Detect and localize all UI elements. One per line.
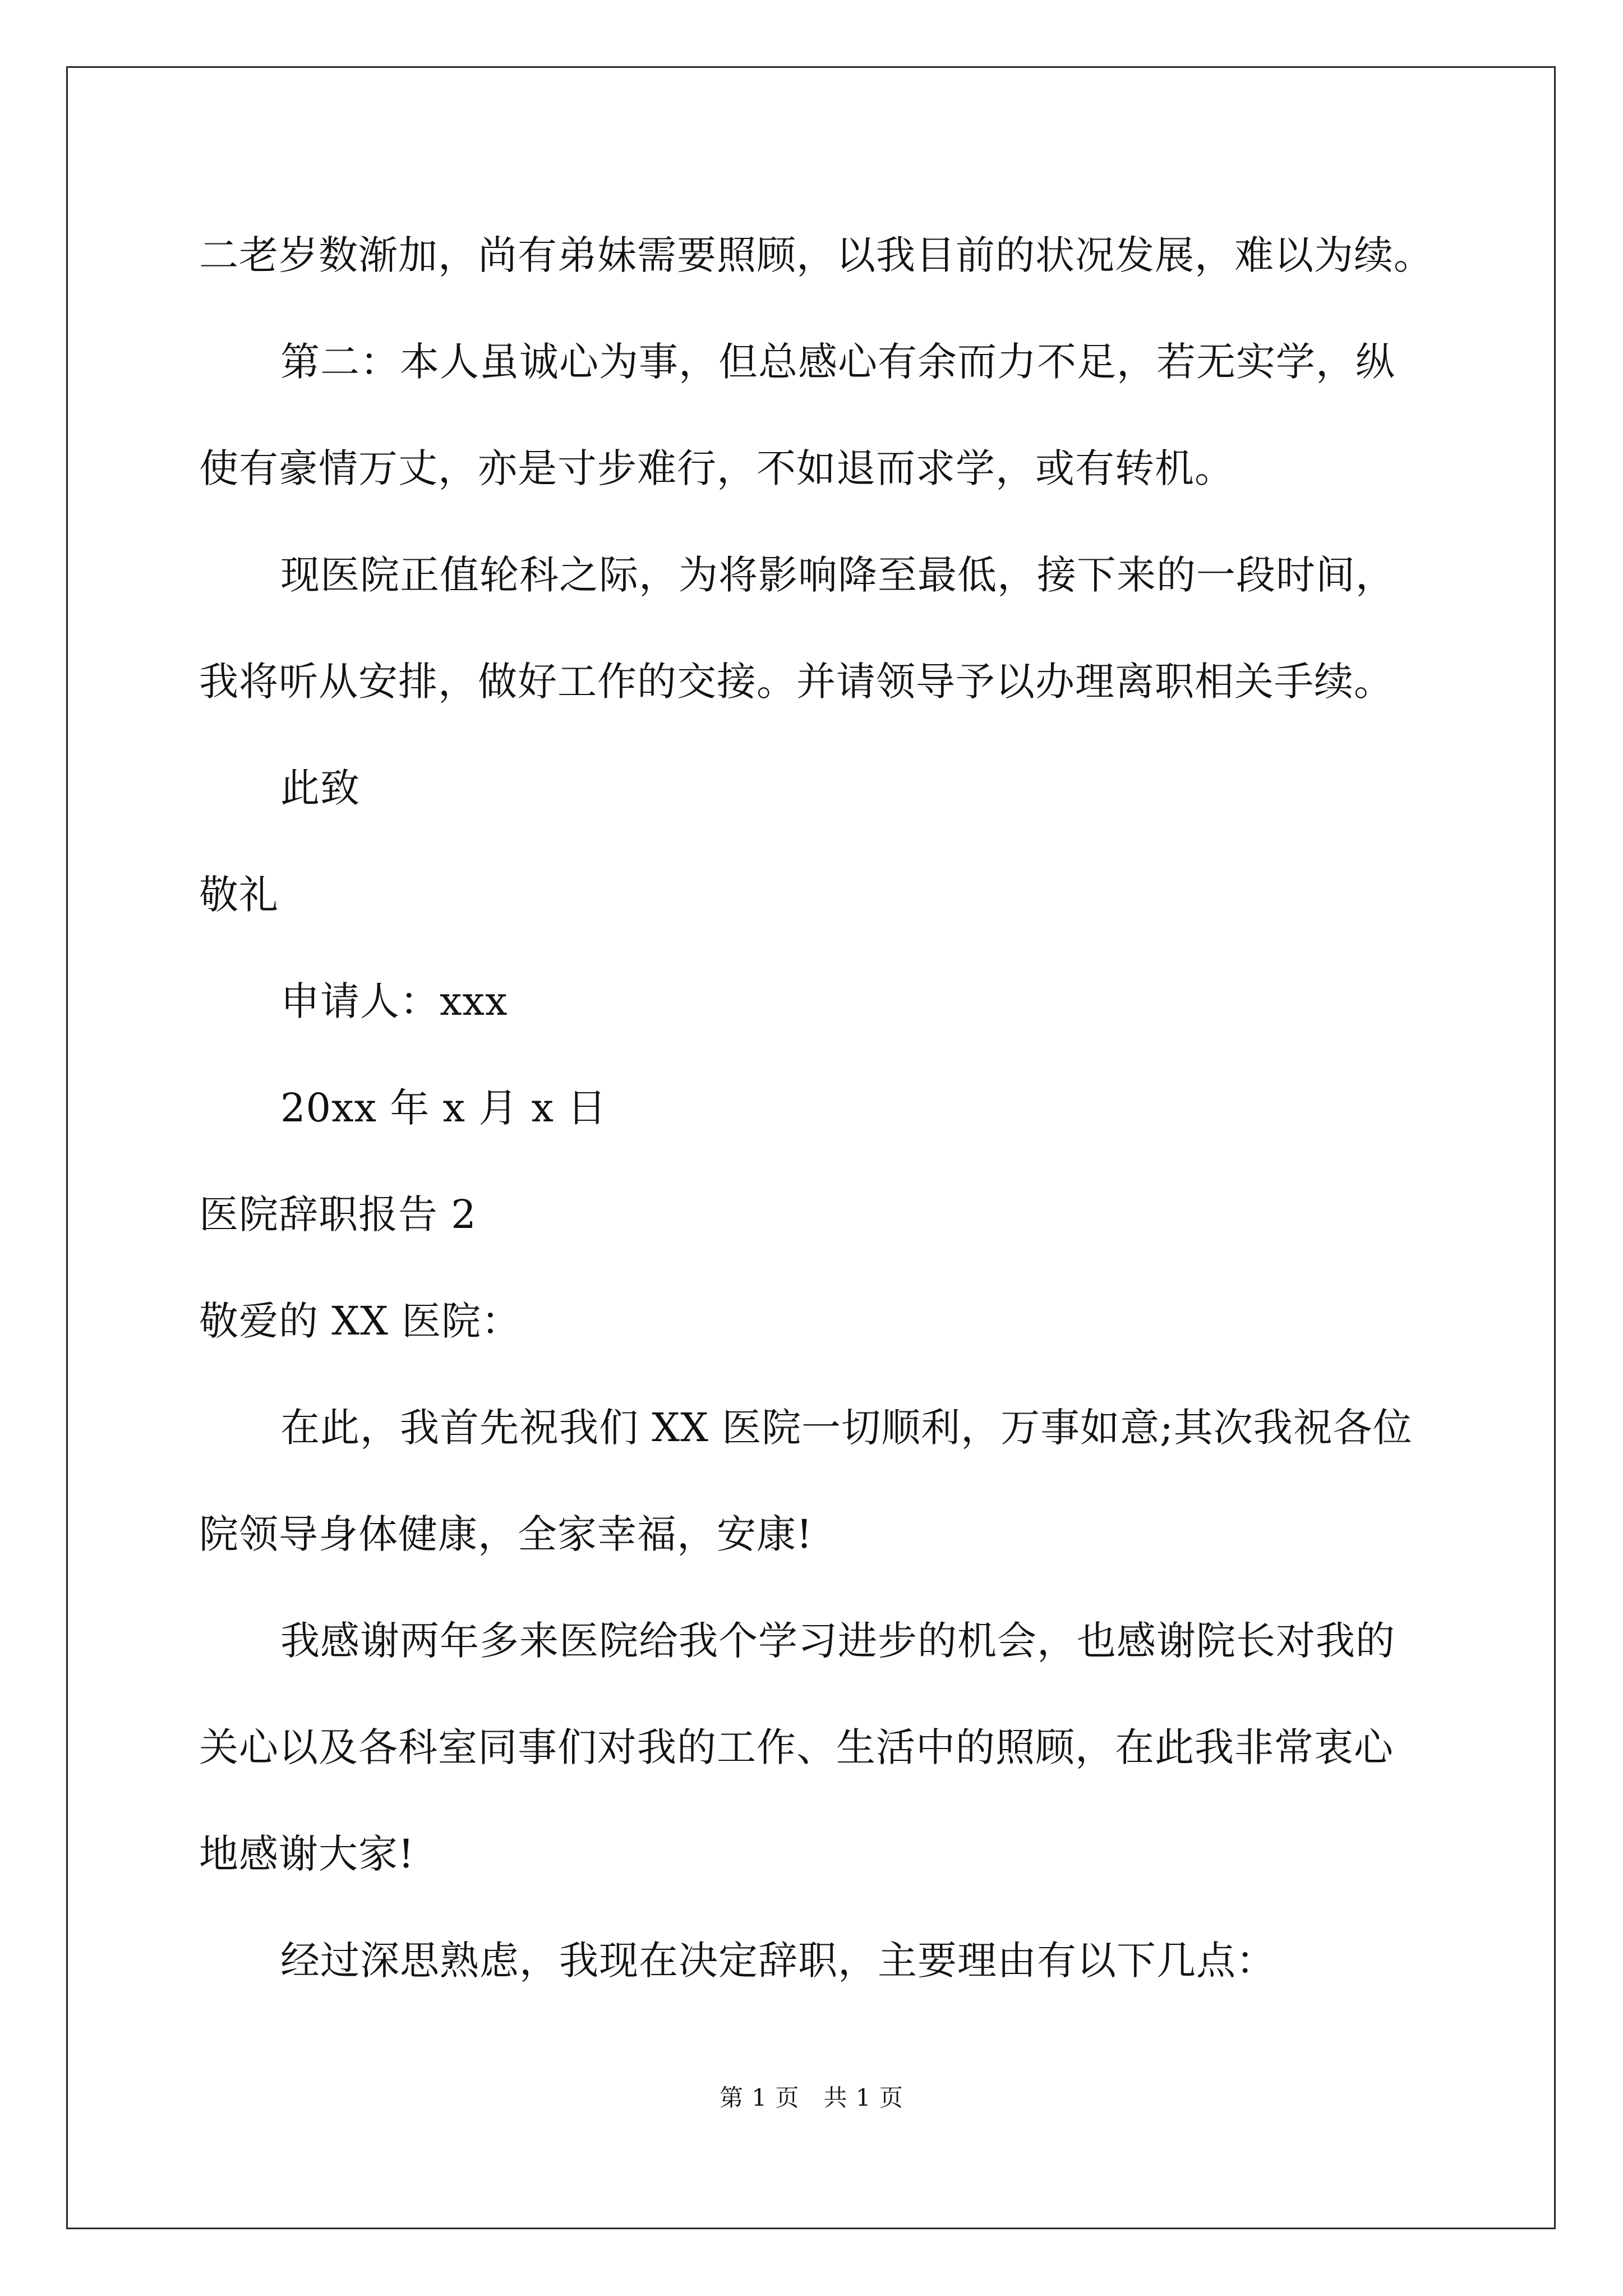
letter-greeting: 敬爱的 XX 医院： — [199, 1298, 522, 1344]
text-line: 在此，我首先祝我们 XX 医院一切顺利，万事如意;其次我祝各位 — [280, 1405, 1413, 1451]
text-line: 院领导身体健康，全家幸福，安康! — [199, 1511, 813, 1557]
text-line: 经过深思熟虑，我现在决定辞职，主要理由有以下几点： — [280, 1938, 1276, 1984]
text-line: 使有豪情万丈，亦是寸步难行，不如退而求学，或有转机。 — [199, 445, 1234, 491]
date-line: 20xx 年 x 月 x 日 — [280, 1085, 607, 1131]
text-line: 二老岁数渐加，尚有弟妹需要照顾，以我目前的状况发展，难以为续。 — [199, 232, 1433, 278]
text-line: 地感谢大家! — [199, 1831, 415, 1877]
text-line: 现医院正值轮科之际，为将影响降至最低，接下来的一段时间， — [280, 552, 1395, 598]
section-title: 医院辞职报告 2 — [199, 1191, 477, 1237]
closing-salutation: 此致 — [280, 765, 360, 811]
closing-regards: 敬礼 — [199, 872, 279, 918]
text-line: 我将听从安排，做好工作的交接。并请领导予以办理离职相关手续。 — [199, 659, 1394, 705]
page-border — [66, 66, 1556, 2229]
applicant-line: 申请人：xxx — [280, 978, 508, 1024]
text-line: 关心以及各科室同事们对我的工作、生活中的照顾，在此我非常衷心 — [199, 1724, 1394, 1770]
text-line: 我感谢两年多来医院给我个学习进步的机会，也感谢院长对我的 — [280, 1618, 1395, 1664]
text-line: 第二：本人虽诚心为事，但总感心有余而力不足，若无实学，纵 — [280, 339, 1395, 385]
page-number-footer: 第 1 页 共 1 页 — [720, 2084, 903, 2111]
